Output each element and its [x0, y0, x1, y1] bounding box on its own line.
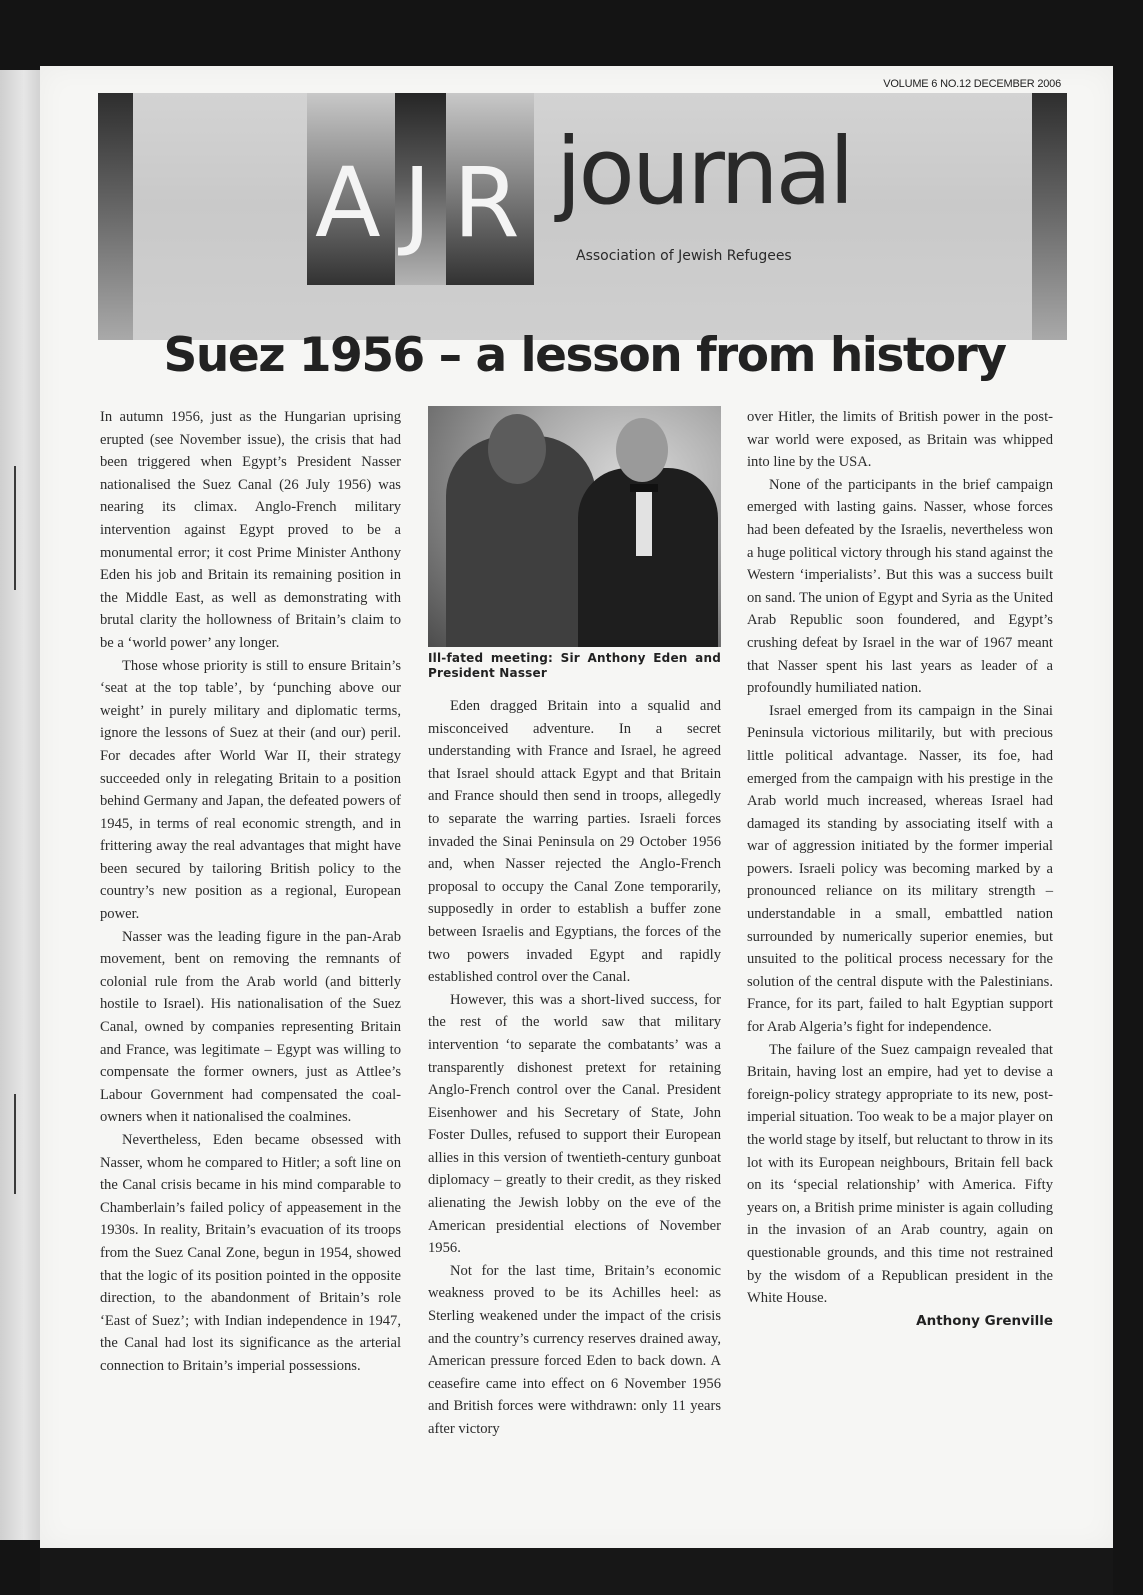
adjacent-page-edge — [0, 70, 40, 1540]
paragraph: Eden dragged Britain into a squalid and misconceived adventure. In a secret understanding with France and Israel, he agreed that Israel should attack Egypt and that Britain and France should then send in troops, allegedly to separate the warring parties. Israeli forces invaded the Sinai Peninsula on 29 October 1956 and, when Nasser rejected the Anglo-French proposal to occupy the Canal Zone temporarily, supposedly in order to establish a buffer zone between Israelis and Egyptians, the forces of the two powers invaded Egypt and rapidly established control over the Canal. — [428, 698, 721, 986]
volume-issue-line: VOLUME 6 NO.12 DECEMBER 2006 — [883, 78, 1061, 90]
photo-head-nasser — [488, 414, 546, 484]
photo-eden-nasser — [428, 406, 721, 647]
photo-caption: Ill-fated meeting: Sir Anthony Eden and President Nasser — [428, 651, 721, 680]
organization-name: Association of Jewish Refugees — [576, 248, 792, 264]
page-bottom-shadow — [40, 1548, 1113, 1595]
masthead-right-bar — [1032, 93, 1067, 340]
paragraph: None of the participants in the brief campaign emerged with lasting gains. Nasser, whose forces had been defeated by the Israelis, nevertheless won a huge political victory through his stand against the Western ‘imperialists’. But this was a success built on sand. The union of Egypt and Syria as the United Arab Republic soon foundered, and Egypt’s crushing defeat by Israel in the war of 1967 meant that Nasser spent his last years as leader of a profoundly humiliated nation. — [747, 476, 1053, 697]
paragraph: The failure of the Suez campaign revealed that Britain, having lost an empire, had yet to devise a foreign-policy strategy appropriate to its new, post-imperial situation. Too weak to be a major player on the world stage by itself, but reluctant to throw in its lot with its European neighbours, Britain fell back on its ‘special relationship’ with America. Fifty years on, a British prime minister is again colluding in the invasion of an Arab country, again on questionable grounds, and this time not restrained by the wisdom of a Republican president in the White House. — [747, 1041, 1054, 1307]
masthead — [98, 93, 1067, 340]
ajr-logo — [307, 93, 534, 285]
article-column-2 — [428, 406, 721, 1441]
masthead-left-bar — [98, 93, 133, 340]
paragraph: In autumn 1956, just as the Hungarian uprising erupted (see November issue), the crisis that had been triggered when Egypt’s President Nasser nationalised the Suez Canal (26 July 1956) was nearing its climax. Anglo-French military intervention against Egypt proved to be a monumental error; it cost Prime Minister Anthony Eden his job and Britain its remaining position in the Middle East, as well as demonstrating with brutal clarity the hollowness of Britain’s claim to be a ‘world power’ any longer. — [100, 409, 401, 651]
logo-word: journal — [556, 118, 852, 225]
paragraph: over Hitler, the limits of British power in the post-war world were exposed, as Britain was whipped into line by the USA. — [747, 409, 1053, 471]
paragraph: Those whose priority is still to ensure Britain’s ‘seat at the top table’, by ‘punching above our weight’ in purely military and diplomatic terms, ignore the lessons of Suez at their (and our) peril. For decades after World War II, their strategy succeeded only in relegating Britain to a position behind Germany and Japan, the defeated powers of 1945, in terms of real economic strength, and in frittering away the real advantages that might have been secured by tailoring British policy to the country’s new position as a regional, European power. — [100, 657, 401, 923]
photo-bow-tie — [630, 484, 658, 492]
paragraph: Nasser was the leading figure in the pan-Arab movement, bent on removing the remnants of colonial rule from the Arab world (and bitterly hostile to Israel). His nationalisation of the Suez Canal, owned by companies representing Britain and France, was legitimate – Egypt was willing to compensate the former owners, just as Attlee’s Labour Government had compensated the coal-owners when it nationalised the coalmines. — [100, 928, 401, 1126]
author-byline: Anthony Grenville — [916, 1312, 1053, 1329]
journal-page — [40, 66, 1113, 1548]
article-headline: Suez 1956 – a lesson from history — [163, 328, 1006, 383]
paragraph: However, this was a short-lived success, for the rest of the world saw that military intervention ‘to separate the combatants’ was a transparently dishonest pretext for retaining Anglo-French control over the Canal. President Eisenhower and his Secretary of State, John Foster Dulles, refused to support their European allies in this version of twentieth-century gunboat diplomacy – greatly to their credit, as they risked alienating the Jewish lobby on the eve of the American presidential elections of November 1956. — [428, 991, 721, 1257]
photo-shirt — [636, 486, 652, 556]
paragraph: Not for the last time, Britain’s economic weakness proved to be its Achilles heel: as Sterling weakened under the impact of the crisis and the country’s currency reserves drained away, American pressure forced Eden to back down. A ceasefire came into effect on 6 November 1956 and British forces were withdrawn: only 11 years after victory — [428, 1262, 721, 1437]
binding-mark — [14, 466, 16, 590]
article-column-3 — [747, 406, 1053, 1332]
paragraph: Nevertheless, Eden became obsessed with Nasser, whom he compared to Hitler; a soft line on the Canal crisis became in his mind comparable to Chamberlain’s failed policy of appeasement in the 1930s. In reality, Britain’s evacuation of its troops from the Suez Canal Zone, begun in 1954, showed that the logic of its position pointed in the opposite direction, to the abandonment of Britain’s role ‘East of Suez’; with Indian independence in 1947, the Canal had lost its significance as the arterial connection to Britain’s imperial possessions. — [100, 1132, 401, 1374]
logo-letter-a: A — [315, 147, 381, 259]
paragraph: Israel emerged from its campaign in the Sinai Peninsula victorious militarily, but with precious little political advantage. Nasser, its foe, had emerged from the campaign with his prestige in the Arab world much increased, whereas Israel had damaged its standing by associating itself with a war of aggression initiated by the former imperial powers. Israeli policy was becoming marked by a pronounced reliance on its military strength – understandable in a small, embattled nation surrounded by numerically superior enemies, but unsuited to the political process necessary for the solution of the central dispute with the Palestinians. France, for its part, failed to halt Egyptian support for Arab Algeria’s fight for independence. — [747, 702, 1053, 1036]
logo-letter-j: J — [403, 147, 432, 259]
binding-mark — [14, 1094, 16, 1194]
photo-head-eden — [616, 418, 668, 482]
article-column-1 — [100, 406, 401, 1378]
logo-letter-r: R — [453, 147, 520, 259]
